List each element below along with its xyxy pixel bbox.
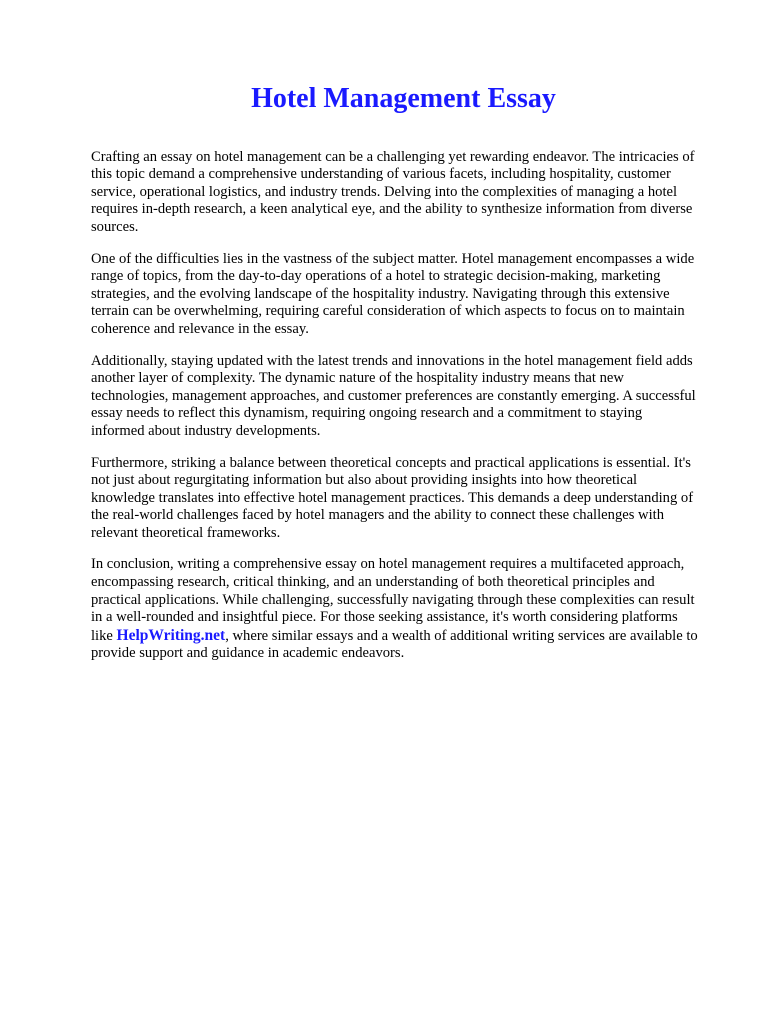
page-title: Hotel Management Essay: [251, 83, 556, 114]
paragraph-difficulties: One of the difficulties lies in the vastness of the subject matter. Hotel management encompasses a wide range of topics, from the day-to-day operations of a hotel to strategic decision-making, marketing strategies, and the evolving landscape of the hospitality industry. Navigating through this extensive terrain can be overwhelming, requiring careful consideration of which aspects to focus on to maintain coherence and relevance in the essay.: [91, 250, 695, 337]
paragraph-theory-practice: Furthermore, striking a balance between theoretical concepts and practical applications is essential. It's not just about regurgitating information but also about providing insights into how theoretical knowledge translates into effective hotel management practices. This demands a deep understanding of the real-world challenges faced by hotel managers and the ability to connect these challenges with relevant theoretical frameworks.: [91, 454, 694, 541]
conclusion-text-after-link: , where similar essays and a wealth of additional writing services are available to provide support and guidance in academic endeavors.: [91, 627, 698, 662]
conclusion-text-before-link: In conclusion, writing a comprehensive essay on hotel management requires a multifaceted approach, encompassing research, critical thinking, and an understanding of both theoretical principles and practical applications. While challenging, successfully navigating through these complexities can result in a well-rounded and insightful piece. For those seeking assistance, it's worth considering platforms like: [91, 556, 695, 644]
paragraph-intro: Crafting an essay on hotel management can be a challenging yet rewarding endeavor. The intricacies of this topic demand a comprehensive understanding of various facets, including hospitality, customer service, operational logistics, and industry trends. Delving into the complexities of managing a hotel requires in-depth research, a keen analytical eye, and the ability to synthesize information from diverse sources.: [91, 148, 695, 235]
essay-body: [91, 149, 698, 663]
helpwriting-link[interactable]: HelpWriting.net: [116, 626, 226, 644]
paragraph-trends: Additionally, staying updated with the latest trends and innovations in the hotel management field adds another layer of complexity. The dynamic nature of the hospitality industry means that new technologies, management approaches, and customer preferences are constantly emerging. A successful essay needs to reflect this dynamism, requiring ongoing research and a commitment to staying informed about industry developments.: [91, 352, 696, 439]
paragraph-conclusion: [91, 556, 698, 663]
